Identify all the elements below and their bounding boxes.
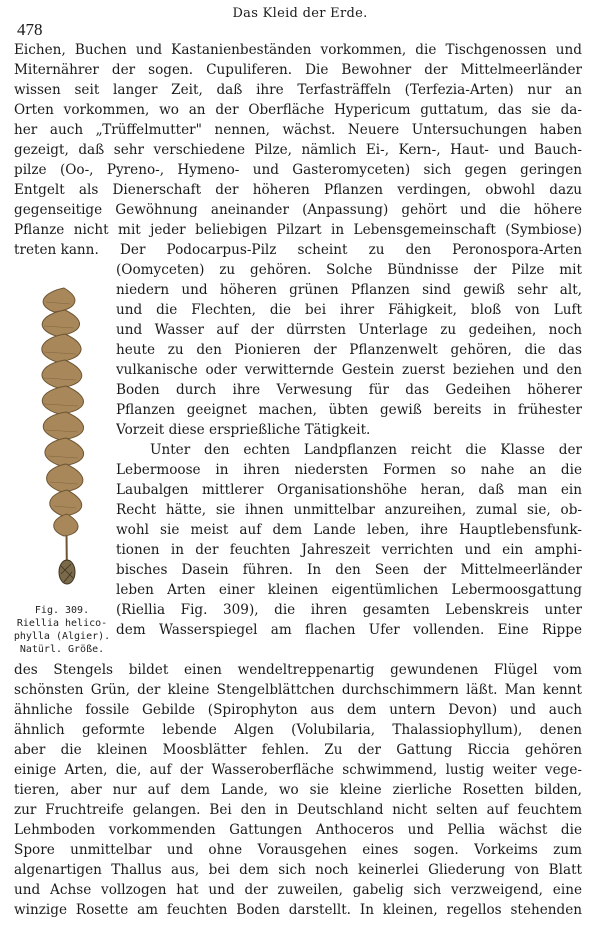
text-line: Der Podocarpus-Pilz scheint zu den Peronospora-Arten [120, 242, 582, 258]
text-line: und Wasser auf der dürrsten Unterlage zu gedeihen, noch [116, 322, 582, 338]
text-line: Boden durch ihre Verwesung für das Gedeihen höherer [116, 382, 582, 398]
text-line: Lebermoose in ihren niedersten Formen so nahe an die [116, 462, 582, 478]
text-line: einige Arten, die, auf der Wasseroberfläche schwimmend, lustig weiter vege- [14, 762, 582, 778]
text-line: wohl sie meist auf dem Lande leben, ihre Hauptlebensfunk- [116, 522, 582, 538]
text-line: heute zu den Pionieren der Pflanzenwelt gehören, die das [116, 342, 582, 358]
text-line: und Achse vollzogen hat und der zuweilen, gabelig sich verzweigend, eine [14, 882, 582, 898]
riellia-illustration [24, 282, 108, 600]
text-line: gezeigt, daß sehr verschiedene Pilze, nämlich Ei-, Kern-, Haut- und Bauch- [14, 142, 582, 158]
text-line: her auch „Trüffelmutter" nennen, wächst. Neuere Untersuchungen haben [14, 122, 582, 138]
text-line: gegenseitige Gewöhnung aneinander (Anpassung) gehört und die höhere [14, 202, 582, 218]
text-line: bisches Dasein führen. In den Seen der Mittelmeerländer [116, 562, 582, 578]
text-line: Pflanzen geeignet machen, übten gewiß bereits in frühester [116, 402, 582, 418]
text-line: treten kann. [14, 242, 99, 258]
text-line: Entgelt als Dienerschaft der höheren Pflanzen verdingen, obwohl dazu [14, 182, 582, 198]
text-line: Unter den echten Landpflanzen reicht die Klasse der [150, 442, 582, 458]
caption-line: Natürl. Größe. [19, 644, 105, 655]
text-line: Eichen, Buchen und Kastanienbeständen vorkommen, die Tischgenossen und [14, 42, 582, 58]
text-line: ähnlich geformte lebende Algen (Volubilaria, Thalassiophyllum), denen [14, 722, 582, 738]
page-number: 478 [17, 20, 43, 39]
text-line: (Riellia Fig. 309), die ihren gesamten Lebenskreis unter [116, 602, 582, 618]
text-line: algenartigen Thallus aus, bei dem sich noch keinerlei Gliederung von Blatt [14, 862, 582, 878]
spiral-wing [42, 288, 84, 536]
text-line: pilze (Oo-, Pyreno-, Hymeno- und Gasteromyceten) sich gegen geringen [14, 162, 582, 178]
text-line: leben Arten einer kleinen eigentümlichen Lebermoosgattung [116, 582, 582, 598]
text-line: Vorzeit diese ersprießliche Tätigkeit. [116, 422, 371, 438]
caption-line: Riellia helico- [16, 618, 108, 629]
text-line: ähnliche fossile Gebilde (Spirophyton aus dem untern Devon) und auch [14, 702, 582, 718]
text-line: tieren, aber nur auf dem Lande, wo sie kleine zierliche Rosetten bilden, [14, 782, 582, 798]
text-line: Laubalgen mittlerer Organisationshöhe heran, daß man ein [116, 482, 582, 498]
text-line: niedern und höheren grünen Pflanzen sind gewiß sehr alt, [116, 282, 582, 298]
caption-line: phylla (Algier). [13, 631, 111, 642]
text-line: zur Fruchtreife gelangen. Bei den in Deutschland nicht selten auf feuchtem [14, 802, 582, 818]
text-line: (Oomyceten) zu gehören. Solche Bündnisse der Pilze mit [116, 262, 582, 278]
text-line: dem Wasserspiegel am flachen Ufer vollenden. Eine Rippe [116, 622, 582, 638]
text-line: wissen seit langer Zeit, daß ihre Terfasträffeln (Terfezia-Arten) nur an [14, 82, 582, 98]
running-head: Das Kleid der Erde. [232, 6, 368, 21]
text-line: und die Flechten, die bei ihrer Fähigkeit, bloß von Luft [116, 302, 582, 318]
text-line: Miternährer der sogen. Cupuliferen. Die Bewohner der Mittelmeerländer [14, 62, 582, 78]
text-line: Lehmboden vorkommenden Gattungen Anthoceros und Pellia wächst die [14, 822, 582, 838]
text-line: tionen in der feuchten Jahreszeit verrichten und ein amphi- [116, 542, 582, 558]
text-line: Pflanze nicht mit jeder beliebigen Pilzart in Lebensgemeinschaft (Symbiose) [14, 222, 582, 238]
text-line: schönsten Grün, der kleine Stengelblättchen durchschimmern läßt. Man kennt [14, 682, 582, 698]
text-line: aber die kleinen Moosblätter fehlen. Zu der Gattung Riccia gehören [14, 742, 582, 758]
text-line: Recht hätte, sie ihnen unmittelbar anzureihen, zumal sie, ob- [116, 502, 582, 518]
text-line: winzige Rosette am feuchten Boden darstellt. In kleinen, regellos stehenden [14, 902, 582, 918]
text-line: des Stengels bildet einen wendeltreppenartig gewundenen Flügel vom [14, 662, 582, 678]
caption-line: Fig. 309. [34, 605, 90, 616]
figure-caption [10, 604, 114, 656]
text-line: Orten vorkommen, wo an der Oberfläche Hypericum guttatum, das sie da- [14, 102, 582, 118]
text-line: vulkanische oder verwitternde Gestein zuerst beziehen und den [116, 362, 582, 378]
text-line: Spore unmittelbar und ohne Vorausgehen eines sogen. Vorkeims zum [14, 842, 582, 858]
